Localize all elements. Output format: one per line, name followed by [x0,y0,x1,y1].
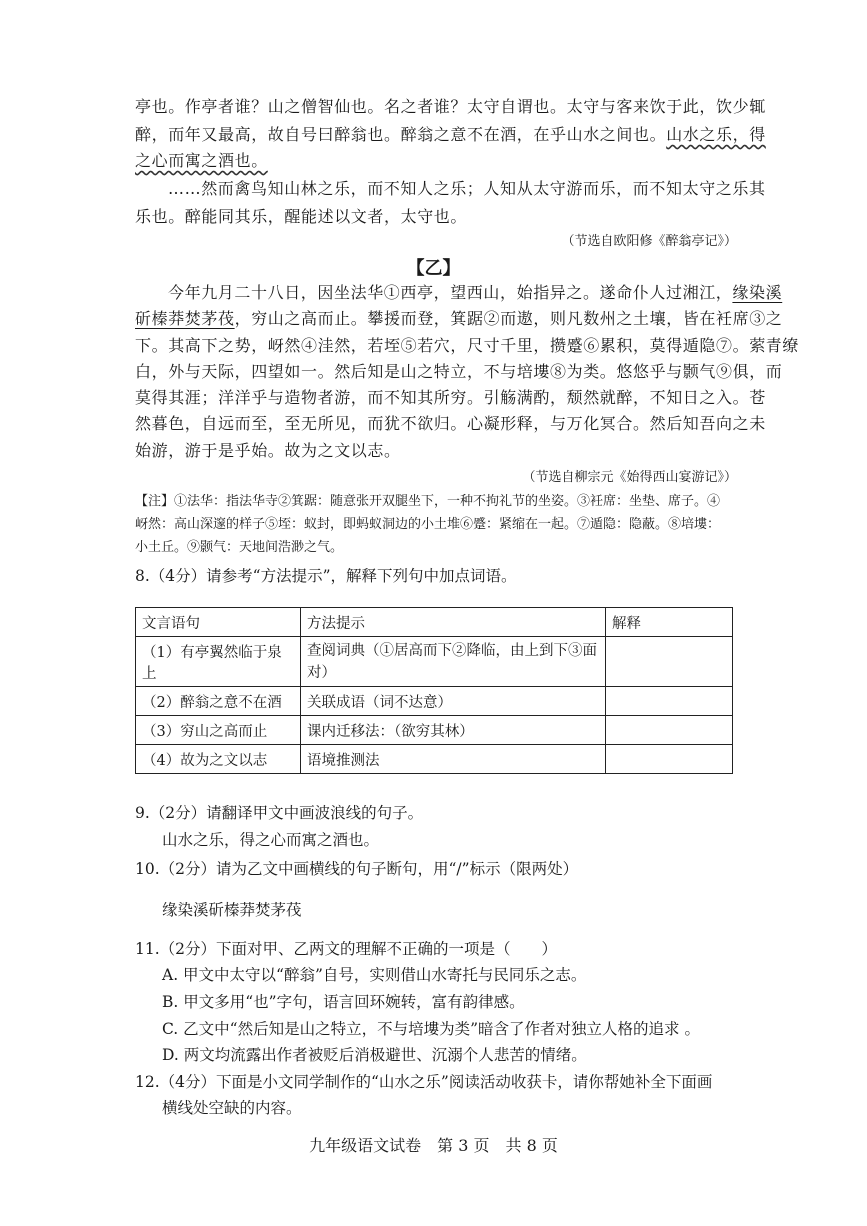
section-yi-heading: 【乙】 [406,258,461,279]
q8-table [135,607,733,774]
underlined-sentence-part2: 斫榛莽焚茅茷 [135,309,235,328]
jia-line-4: ……然而禽鸟知山林之乐，而不知人之乐；人知从太守游而乐，而不知太守之乐其 [168,179,766,198]
answer-cell[interactable] [606,745,733,774]
table-header-cell: 解释 [606,608,733,637]
yi-line-2 [135,306,783,332]
jia-line-3 [135,148,735,174]
yi-line-7: 始游，游于是乎始。故为之文以志。 [135,441,401,460]
sentence-cell: （4）故为之文以志 [136,745,301,774]
yi-source: （节选自柳宗元《始得西山宴游记》） [522,470,737,485]
q11-option-c[interactable]: C. 乙文中“然后知是山之特立，不与培塿为类”暗含了作者对独立人格的追求 。 [162,1020,700,1038]
q12-prompt-line-2: 横线处空缺的内容。 [162,1099,302,1117]
notes-line-2: 岈然：高山深邃的样子⑤垤：蚁封，即蚂蚁洞边的小土堆⑥蹙：紧缩在一起。⑦遁隐：隐蔽。⑧培塿： [135,517,721,532]
q12-prompt-line-1: 12.（4分）下面是小文同学制作的“山水之乐”阅读活动收获卡，请你帮她补全下面画 [135,1073,713,1091]
q11-prompt: 11.（2分）下面对甲、乙两文的理解不正确的一项是（ ） [135,940,558,958]
wavy-sentence-part2: 之心而寓之酒也。 [135,151,268,170]
table-row [136,637,733,687]
table-row [136,687,733,716]
sentence-cell: （1）有亭翼然临于泉上 [136,637,301,687]
method-cell: 查阅词典（①居高而下②降临，由上到下③面对） [301,637,606,687]
answer-cell[interactable] [606,637,733,687]
q9-sentence: 山水之乐，得之心而寓之酒也。 [162,831,380,849]
table-header-cell: 文言语句 [136,608,301,637]
method-cell: 语境推测法 [301,745,606,774]
jia-line-2 [135,122,766,148]
yi-line-4: 白，外与天际，四望如一。然后知是山之特立，不与培塿⑧为类。悠悠乎与颢气⑨俱，而 [135,362,783,381]
underlined-sentence-part1: 缘染溪 [732,283,783,302]
method-cell: 课内迁移法：（欲穷其林） [301,716,606,745]
page-footer: 九年级语文试卷 第 3 页 共 8 页 [309,1136,558,1155]
yi-line-5: 莫得其涯；洋洋乎与造物者游，而不知其所穷。引觞满酌，颓然就醉，不知日之入。苍 [135,388,766,407]
table-header-cell: 方法提示 [301,608,606,637]
q11-option-b[interactable]: B. 甲文多用“也”字句，语言回环婉转，富有韵律感。 [162,993,525,1011]
sentence-cell: （2）醉翁之意不在酒 [136,687,301,716]
notes-line-3: 小土丘。⑨颢气：天地间浩渺之气。 [135,540,344,555]
table-header-row [136,608,733,637]
yi-line-6: 然暮色，自远而至，至无所见，而犹不欲归。心凝形释，与万化冥合。然后知吾向之未 [135,414,766,433]
table-row [136,745,733,774]
jia-line-5: 乐也。醉能同其乐，醒能述以文者，太守也。 [135,207,468,226]
wavy-sentence-part1: 山水之乐，得 [666,125,766,144]
yi-line-1 [168,280,783,306]
q11-option-a[interactable]: A. 甲文中太守以“醉翁”自号，实则借山水寄托与民同乐之志。 [162,966,587,984]
q8-prompt: 8.（4分）请参考“方法提示”，解释下列句中加点词语。 [135,567,517,585]
q10-sentence: 缘染溪斫榛莽焚茅茷 [162,901,302,919]
q11-option-d[interactable]: D. 两文均流露出作者被贬后消极避世、沉溺个人悲苦的情绪。 [162,1046,587,1064]
yi-line-2-text: ，穷山之高而止。攀援而登，箕踞②而遨，则凡数州之土壤，皆在衽席③之 [234,309,783,328]
yi-line-1-text: 今年九月二十八日，因坐法华①西亭，望西山，始指异之。遂命仆人过湘江， [168,283,733,302]
answer-cell[interactable] [606,716,733,745]
table-row [136,716,733,745]
sentence-cell: （3）穷山之高而止 [136,716,301,745]
notes-line-1: 【注】①法华：指法华寺②箕踞：随意张开双腿坐下，一种不拘礼节的坐姿。③衽席：坐垫、席子。④ [135,494,721,509]
yi-line-3: 下。其高下之势，岈然④洼然，若垤⑤若穴，尺寸千里，攒蹙⑥累积，莫得遁隐⑦。萦青缭 [135,336,800,355]
q10-prompt: 10.（2分）请为乙文中画横线的句子断句，用“/”标示（限两处） [135,860,579,878]
method-cell: 关联成语（词不达意） [301,687,606,716]
jia-line-1: 亭也。作亭者谁？山之僧智仙也。名之者谁？太守自谓也。太守与客来饮于此，饮少辄 [135,97,766,116]
jia-source: （节选自欧阳修《醉翁亭记》） [561,234,737,249]
q9-prompt: 9.（2分）请翻译甲文中画波浪线的句子。 [135,804,424,822]
jia-line-2-text: 醉，而年又最高，故自号曰醉翁也。醉翁之意不在酒，在乎山水之间也。 [135,125,667,144]
answer-cell[interactable] [606,687,733,716]
